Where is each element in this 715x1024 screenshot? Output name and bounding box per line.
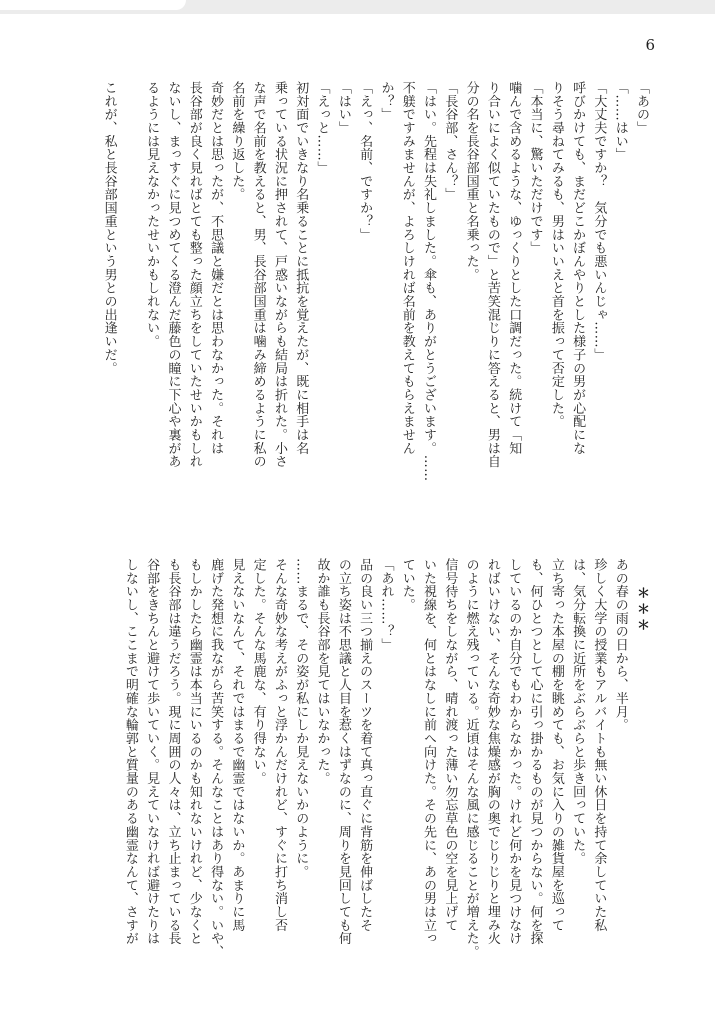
upper-text-line: 「えっと……」 (314, 81, 330, 175)
lower-text-line: 信号待ちをしながら、晴れ渡った薄い勿忘草色の空を見上げて (442, 558, 458, 932)
lower-text-line: 珍しく大学の授業もアルバイトも無い休日を持て余していた私 (591, 558, 607, 932)
upper-text-line: 「大丈夫ですか？ 気分でも悪いんじゃ……」 (591, 81, 607, 362)
lower-text-line: のように燃え残っている。近頃はそんな風に感じることが増えた。 (463, 558, 479, 959)
upper-text-line: な声で名前を教えると、男、長谷部国重は噛み締めるように私の (250, 81, 266, 469)
lower-text-line: ればいけない、そんな奇妙な焦燥感が胸の奥でじりじりと埋み火 (484, 558, 500, 946)
lower-text-line: そんな奇妙な考えがふっと浮かんだけれど、すぐに打ち消し否 (271, 558, 287, 932)
upper-text-line: 「えっ、名前、ですか？」 (357, 81, 373, 242)
lower-text-line: は、気分転換に近所をぶらぶらと歩き回っていた。 (570, 558, 586, 866)
upper-text-line: これが、私と長谷部国重という男との出逢いだ。 (101, 81, 117, 375)
upper-text-line: 「……はい」 (612, 81, 628, 162)
lower-text-block (106, 558, 652, 990)
upper-text-line: 呼びかけても、まだどこかぼんやりとした様子の男が心配にな (570, 81, 586, 455)
upper-text-line: 「本当に、驚いただけです」 (527, 81, 543, 255)
upper-text-line: 分の名を長谷部国重と名乗った。 (463, 81, 479, 282)
upper-text-line: ないし、まっすぐに見つめてくる澄んだ藤色の瞳に下心や裏があ (165, 81, 181, 469)
lower-text-line: の立ち姿は不思議と人目を惹くはずなのに、周りを見回しても何 (335, 558, 351, 946)
lower-text-line: ……まるで、その姿が私にしか見えないかのように。 (293, 558, 309, 879)
viewer-tab[interactable] (0, 0, 186, 10)
page-number: 6 (645, 36, 655, 54)
lower-text-line: も、何ひとつとして心に引っ掛かるものが見つからない。何を探 (527, 558, 543, 946)
upper-text-line: 噛んで含めるような、ゆっくりとした口調だった。続けて「知 (506, 81, 522, 455)
upper-text-line: り合いによく似ていたもので」と苦笑混じりに答えると、男は自 (484, 81, 500, 469)
upper-text-line: 初対面でいきなり名乗ることに抵抗を覚えたが、既に相手は名 (293, 81, 309, 455)
upper-text-line: 乗っている状況に押されて、戸惑いながらも結局は折れた。小さ (271, 81, 287, 469)
upper-text-line: るようには見えなかったせいかもしれない。 (144, 81, 160, 348)
lower-text-line: 定した。そんな馬鹿な、有り得ない。 (250, 558, 266, 785)
upper-text-line: 奇妙だとは思ったが、不思議と嫌だとは思わなかった。それは (208, 81, 224, 455)
document-page (0, 14, 715, 1024)
lower-text-line: しているのか自分でもわからなかった。けれど何かを見つけなけ (506, 558, 522, 946)
lower-text-line: しないし、ここまで明確な輪郭と質量のある幽霊なんて、さすが (122, 558, 138, 946)
lower-text-line: いた視線を、何とはなしに前へ向けた。その先に、あの男は立っ (421, 558, 437, 946)
lower-text-line: ていた。 (399, 558, 415, 612)
lower-text-line: 品の良い三つ揃えのスーツを着て真っ直ぐに背筋を伸ばしたそ (357, 558, 373, 932)
upper-text-line: 長谷部が良く見ればとても整った顔立ちをしていたせいかもしれ (186, 81, 202, 469)
upper-text-line: 「はい」 (335, 81, 351, 135)
upper-text-line: りそう尋ねてみるも、男はいいえと首を振って否定した。 (548, 81, 564, 429)
lower-text-line: 故か誰も長谷部を見てはいなかった。 (314, 558, 330, 785)
lower-text-line: 鹿げた発想に我ながら苦笑する。そんなことはあり得ない。いや、 (208, 558, 224, 959)
upper-text-block (101, 81, 652, 513)
lower-text-line: 「あれ……？」 (378, 558, 394, 652)
upper-text-line (120, 81, 141, 513)
upper-text-line: 不躾ですみませんが、よろしければ名前を教えてもらえません (399, 81, 415, 455)
lower-text-line: 立ち寄った本屋の棚を眺めても、お気に入りの雑貨屋を巡って (548, 558, 564, 932)
lower-text-line: もしかしたら幽霊は本当にいるのかも知れないけれど、少なくと (186, 558, 202, 946)
lower-text-line: 見えないなんて、それではまるで幽霊ではないか。あまりに馬 (229, 558, 245, 932)
section-break-stars: ＊＊＊ (634, 586, 649, 634)
lower-text-line: あの春の雨の日から、半月。 (612, 558, 628, 732)
upper-text-line: 「長谷部、さん？」 (442, 81, 458, 202)
upper-text-line: か？」 (378, 81, 394, 122)
lower-text-line: 谷部をきちんと避けて歩いていく。見えていなければ避けたりは (144, 558, 160, 946)
lower-text-line: も長谷部は違うだろう。現に周囲の人々は、立ち止まっている長 (165, 558, 181, 946)
upper-text-line: 「はい。先程は失礼しました。傘も、ありがとうございます。…… (421, 81, 437, 482)
upper-text-line: 名前を繰り返した。 (229, 81, 245, 202)
upper-text-line: 「あの」 (634, 81, 649, 135)
